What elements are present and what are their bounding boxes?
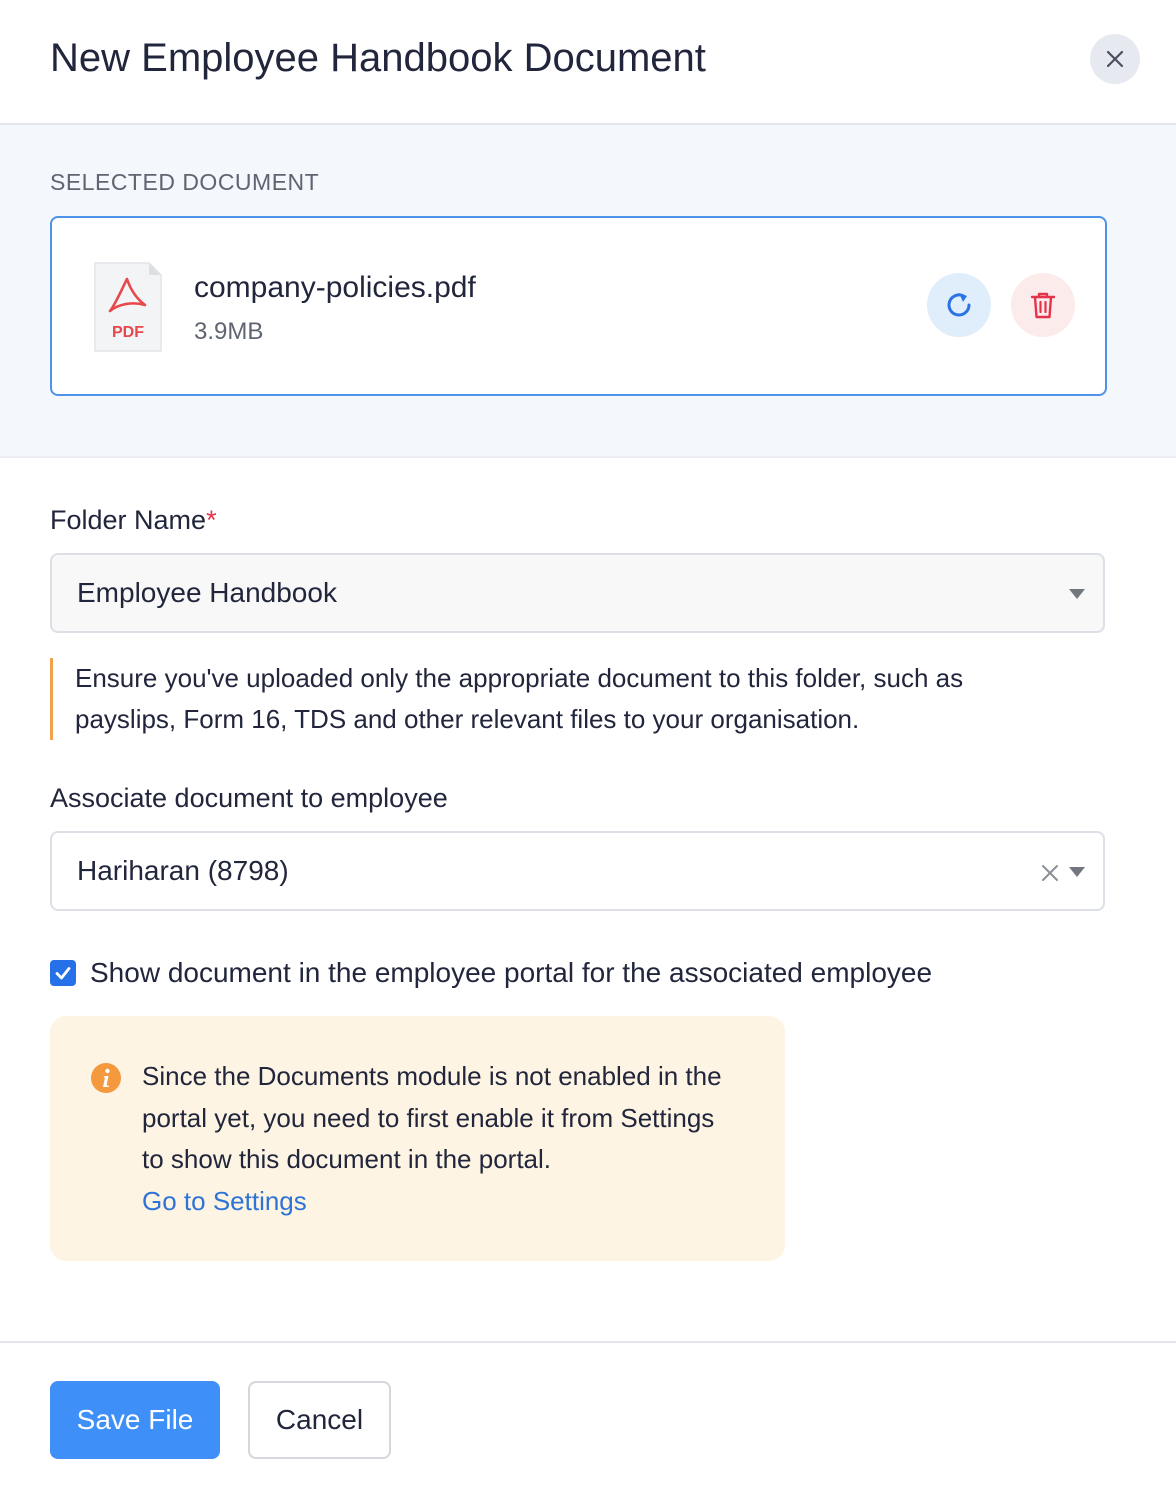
file-size: 3.9MB (194, 318, 264, 345)
clear-selection-icon[interactable] (1040, 863, 1060, 883)
file-type-label: PDF (112, 324, 144, 341)
section-label: SELECTED DOCUMENT (50, 169, 320, 195)
folder-name-label: Folder Name* (50, 505, 217, 535)
show-in-portal-checkbox[interactable] (50, 960, 76, 986)
folder-name-value: Employee Handbook (77, 577, 337, 608)
go-to-settings-link[interactable]: Go to Settings (142, 1185, 307, 1216)
trash-icon (1028, 290, 1058, 320)
delete-file-button[interactable] (1011, 273, 1075, 337)
folder-guidance-note: Ensure you've uploaded only the appropriate document to this folder, such as payslips, Form 16, TDS and other relevant files to your organisation. (50, 658, 1050, 740)
employee-value: Hariharan (8798) (77, 855, 289, 886)
close-icon (1105, 49, 1125, 69)
info-icon (90, 1062, 122, 1094)
document-card (50, 216, 1107, 396)
employee-select[interactable] (50, 831, 1105, 911)
dialog-title: New Employee Handbook Document (50, 36, 706, 80)
notice-text-block (142, 1056, 742, 1222)
associate-employee-label: Associate document to employee (50, 783, 448, 813)
required-marker: * (206, 505, 217, 535)
checkmark-icon (54, 964, 72, 982)
dialog-header (0, 0, 1176, 125)
folder-name-select[interactable] (50, 553, 1105, 633)
selected-document-section (0, 125, 1176, 458)
chevron-down-icon (1069, 589, 1085, 599)
notice-text: Since the Documents module is not enabled in the portal yet, you need to first enable it from Settings to show this document in the portal. (142, 1061, 722, 1174)
chevron-down-icon (1069, 867, 1085, 877)
file-name: company-policies.pdf (194, 271, 476, 304)
portal-disabled-notice (50, 1016, 785, 1261)
replace-file-button[interactable] (927, 273, 991, 337)
show-in-portal-label[interactable]: Show document in the employee portal for the associated employee (90, 957, 933, 988)
refresh-icon (942, 288, 976, 322)
cancel-button[interactable]: Cancel (248, 1381, 391, 1459)
close-button[interactable] (1090, 34, 1140, 84)
pdf-file-icon (93, 261, 163, 353)
save-file-button[interactable]: Save File (50, 1381, 220, 1459)
dialog-footer (0, 1341, 1176, 1492)
